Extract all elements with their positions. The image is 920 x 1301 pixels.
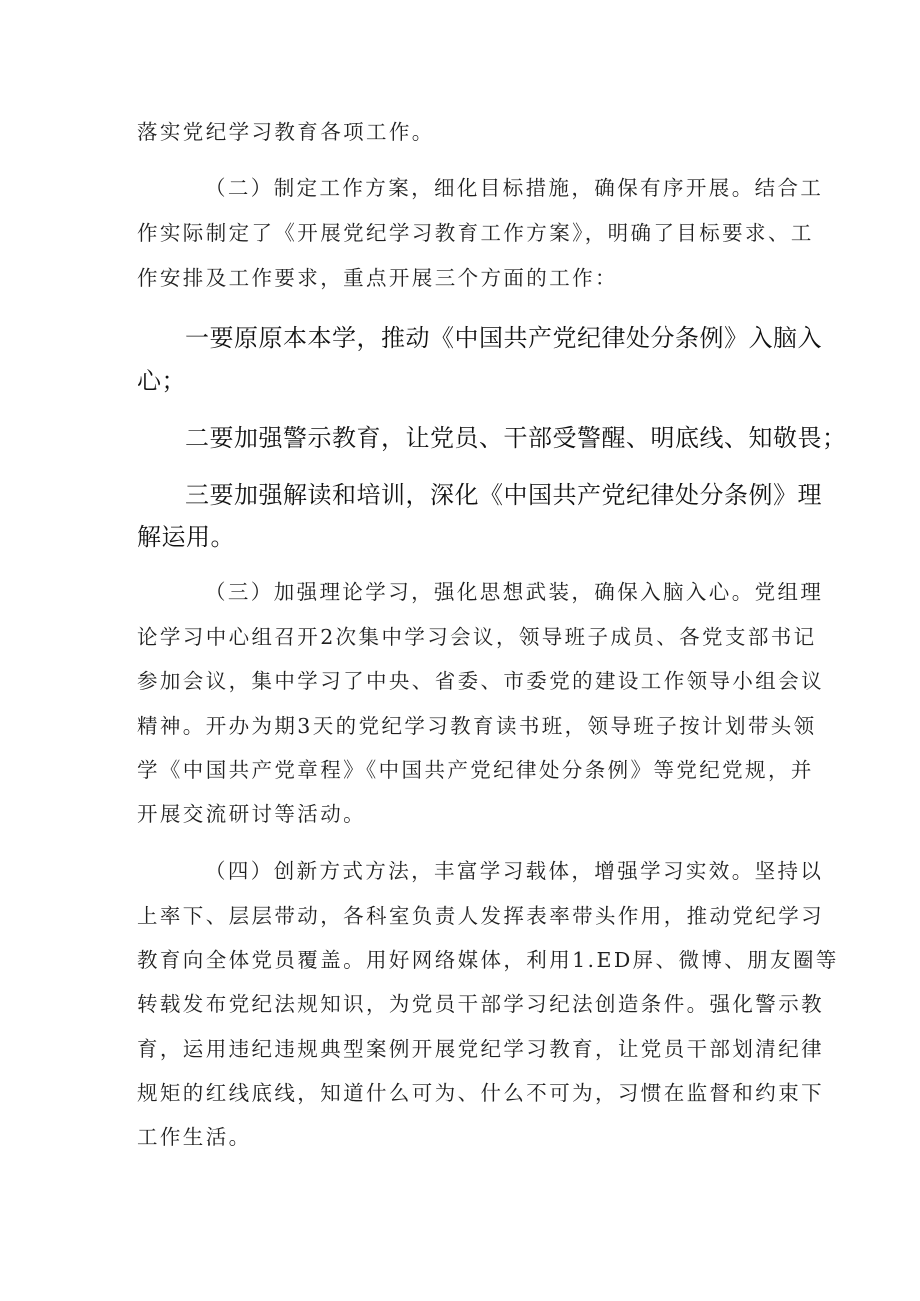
text-line-17: 上率下、层层带动，各科室负责人发挥表率带头作用，推动党纪学习 [137, 904, 824, 928]
text-line-22: 工作生活。 [137, 1125, 252, 1149]
text-line-15: 开展交流研讨等活动。 [137, 802, 366, 826]
text-line-18: 教育向全体党员覆盖。用好网络媒体，利用1.ED屏、微博、朋友圈等 [137, 948, 839, 972]
text-line-21: 规矩的红线底线，知道什么可为、什么不可为，习惯在监督和约束下 [137, 1081, 824, 1105]
text-line-8: 三要加强解读和培训，深化《中国共产党纪律处分条例》理 [185, 481, 822, 509]
text-line-13: 精神。开办为期3天的党纪学习教育读书班，领导班子按计划带头领 [137, 714, 817, 738]
text-line-6: 心； [137, 367, 186, 395]
text-line-16: （四）创新方式方法，丰富学习载体，增强学习实效。坚持以 [205, 859, 824, 883]
text-line-1: 落实党纪学习教育各项工作。 [137, 120, 435, 144]
text-line-9: 解运用。 [137, 523, 235, 551]
text-line-2: （二）制定工作方案，细化目标措施，确保有序开展。结合工 [205, 176, 824, 200]
text-line-5: 一要原原本本学，推动《中国共产党纪律处分条例》入脑入 [185, 324, 822, 352]
text-line-3: 作实际制定了《开展党纪学习教育工作方案》，明确了目标要求、工 [137, 221, 814, 245]
text-line-10: （三）加强理论学习，强化思想武装，确保入脑入心。党组理 [205, 580, 824, 604]
text-line-4: 作安排及工作要求，重点开展三个方面的工作： [137, 266, 618, 290]
text-line-19: 转载发布党纪法规知识，为党员干部学习纪法创造条件。强化警示教 [137, 992, 824, 1016]
text-line-12: 参加会议，集中学习了中央、省委、市委党的建设工作领导小组会议 [137, 669, 824, 693]
text-line-7: 二要加强警示教育，让党员、干部受警醒、明底线、知敬畏； [185, 424, 847, 452]
text-line-14: 学《中国共产党章程》《中国共产党纪律处分条例》等党纪党规，并 [137, 758, 814, 782]
text-line-20: 育，运用违纪违规典型案例开展党纪学习教育，让党员干部划清纪律 [137, 1037, 824, 1061]
text-line-11: 论学习中心组召开2次集中学习会议，领导班子成员、各党支部书记 [137, 625, 817, 649]
